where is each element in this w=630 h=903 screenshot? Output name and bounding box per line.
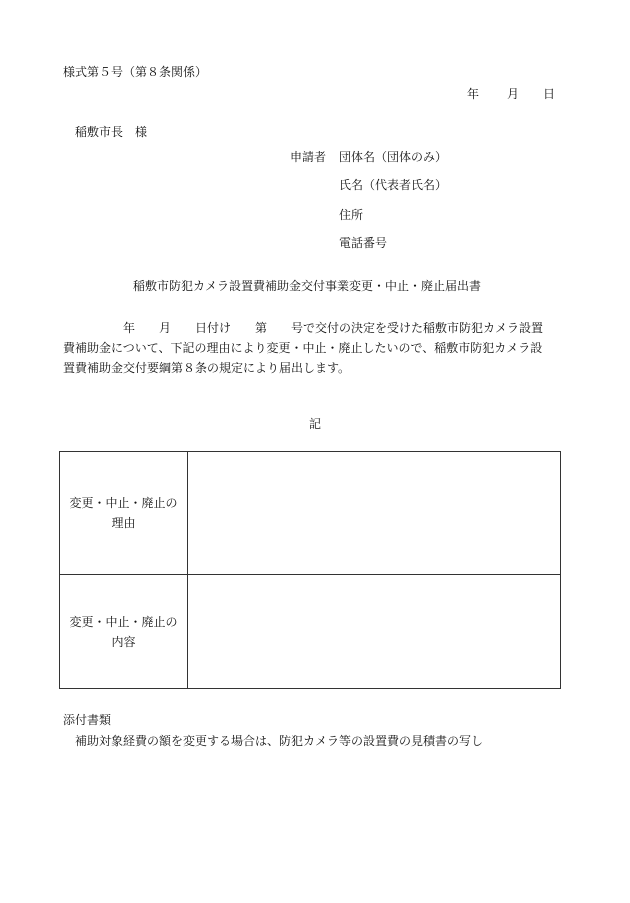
applicant-representative-name: 氏名（代表者氏名） xyxy=(339,178,448,192)
ki-heading: 記 xyxy=(309,417,322,431)
content-label-line-1: 変更・中止・廃止の xyxy=(69,614,178,629)
body-line-3: 置費補助金交付要綱第８条の規定により届出します。 xyxy=(63,361,351,375)
reason-label-cell xyxy=(60,452,188,575)
body-text xyxy=(63,318,573,378)
body-line-1: 年 月 日付け 第 号で交付の決定を受けた稲敷市防犯カメラ設置 xyxy=(63,321,544,335)
table-row xyxy=(60,575,561,689)
applicant-address: 住所 xyxy=(339,208,364,222)
attachments-item: 補助対象経費の額を変更する場合は、防犯カメラ等の設置費の見積書の写し xyxy=(75,734,484,748)
date-month: 月 xyxy=(507,87,520,101)
addressee: 稲敷市長 様 xyxy=(75,125,148,139)
table-row xyxy=(60,452,561,575)
reason-label-line-2: 理由 xyxy=(111,516,136,530)
date-day: 日 xyxy=(543,87,556,101)
applicant-phone: 電話番号 xyxy=(339,236,388,250)
content-value-cell[interactable] xyxy=(188,575,561,689)
attachments-heading: 添付書類 xyxy=(63,713,112,727)
content-label-line-2: 内容 xyxy=(111,634,136,649)
document-title: 稲敷市防犯カメラ設置費補助金交付事業変更・中止・廃止届出書 xyxy=(133,279,482,293)
date-year: 年 xyxy=(467,87,480,101)
form-number: 様式第５号（第８条関係） xyxy=(63,65,208,79)
applicant-group-name: 団体名（団体のみ） xyxy=(339,150,448,164)
form-table xyxy=(59,451,561,689)
content-label-cell xyxy=(60,575,188,689)
body-line-2: 費補助金について、下記の理由により変更・中止・廃止したいので、稲敷市防犯カメラ設 xyxy=(63,341,543,355)
reason-value-cell[interactable] xyxy=(188,452,561,575)
applicant-label: 申請者 xyxy=(290,150,327,164)
reason-label-line-1: 変更・中止・廃止の xyxy=(69,496,178,510)
